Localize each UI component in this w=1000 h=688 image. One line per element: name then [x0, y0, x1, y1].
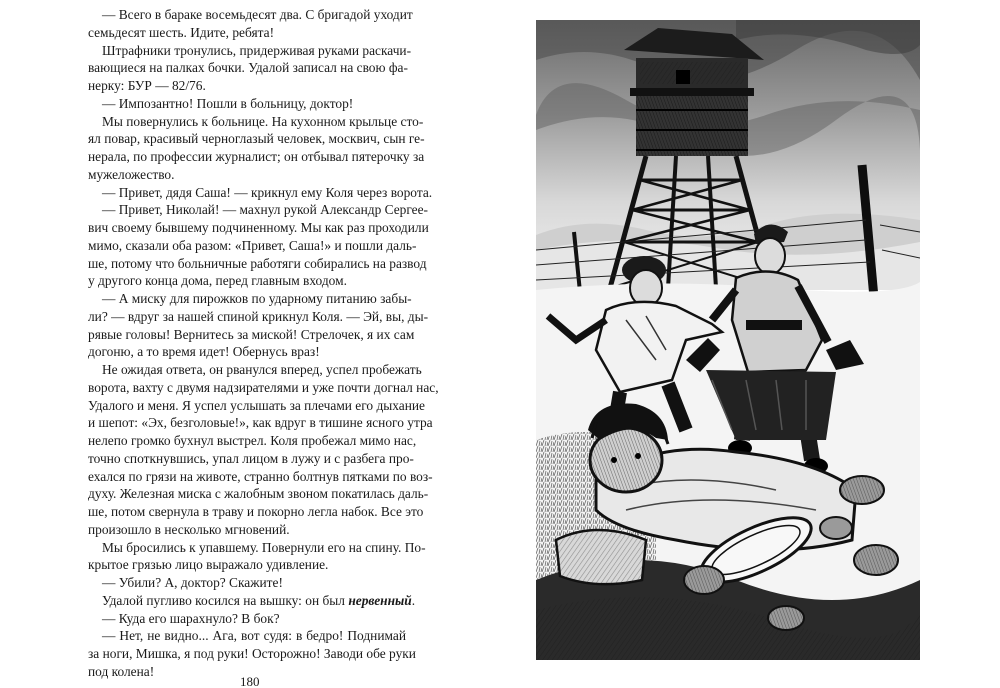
- text-line: нерала, по профессии журналист; он отбывал пятерочку за: [88, 149, 425, 164]
- text-line: произошло в несколько мгновений.: [88, 521, 290, 537]
- text-line: — Привет, дядя Саша! — крикнул ему Коля через ворота.: [102, 184, 433, 200]
- paragraph: [88, 610, 406, 628]
- text-line: догоню, а то время идет! Обернусь враз!: [88, 344, 320, 360]
- text-line: ше, потом свернула в траву и покорно легла набок. Все это: [88, 504, 424, 519]
- text-run: .: [411, 592, 416, 608]
- text-line: ехался по грязи на животе, странно болтнув пятками по воз-: [88, 468, 433, 484]
- text-line: вающиеся на палках бочки. Удалой записал на свою фа-: [88, 60, 408, 76]
- text-run: Удалой пугливо косился на вышку: он был: [102, 592, 349, 608]
- text-line: и шепот: «Эх, безголовые!», как вдруг в тишине ясного утра: [88, 415, 433, 431]
- text-line: за ноги, Мишка, я под руки! Осторожно! Заводи обе руки: [88, 646, 416, 661]
- text-line: — Убили? А, доктор? Скажите!: [102, 575, 283, 590]
- text-line: Мы повернулись к больнице. На кухонном крыльце сто-: [102, 113, 424, 129]
- emphasized-word: нервенный: [348, 592, 412, 608]
- paragraph: [88, 184, 433, 202]
- text-line: крытое грязью лицо выражало удивление.: [88, 557, 329, 573]
- paragraph: [88, 42, 412, 95]
- text-line: нерку: БУР — 82/76.: [88, 78, 206, 93]
- paragraph: [88, 627, 416, 680]
- text-line: точно споткнувшись, упал лицом в лужу и с разбега про-: [88, 450, 414, 466]
- paragraph: [88, 290, 429, 361]
- paragraph: [88, 539, 426, 575]
- text-line: — Куда его шарахнуло? В бок?: [102, 610, 280, 626]
- text-line: Удалого и меня. Я успел услышать за плечами его дыхание: [88, 397, 425, 413]
- text-line: Штрафники тронулись, придерживая руками раскачи-: [102, 42, 412, 58]
- text-line: ворота, вахту с двумя надзирателями и уже почти догнал нас,: [88, 379, 439, 395]
- paragraph: [88, 113, 425, 184]
- text-line: под колена!: [88, 663, 155, 679]
- page-number: 180: [240, 674, 260, 688]
- text-line: — Всего в бараке восемьдесят два. С бригадой уходит: [102, 7, 413, 22]
- text-line: вич своему бывшему подчиненному. Мы как раз проходили: [88, 220, 429, 235]
- paragraph: [88, 592, 416, 610]
- text-line: — Импозантно! Пошли в больницу, доктор!: [102, 95, 354, 111]
- text-column: [88, 6, 439, 681]
- paragraph: [88, 6, 413, 42]
- text-line: ли? — вдруг за нашей спиной крикнул Коля. — Эй, вы, ды-: [88, 308, 429, 324]
- text-line: духу. Железная миска с жалобным звоном покатилась даль-: [88, 486, 429, 502]
- text-line: ял повар, красивый черноглазый человек, москвич, сын ге-: [88, 131, 425, 147]
- text-line: — Привет, Николай! — махнул рукой Александр Сергее-: [102, 202, 429, 218]
- text-line: нелепо громко бухнул выстрел. Коля пробежал мимо нас,: [88, 433, 417, 448]
- illustration-drawing: [536, 20, 920, 660]
- text-line: у другого конца дома, перед главным входом.: [88, 273, 347, 289]
- text-line: рявые головы! Вернитесь за миской! Стрелочек, я их сам: [88, 326, 415, 342]
- text-line: ше, потому что больничные работяги собирались на развод: [88, 255, 427, 271]
- text-line: мужеложество.: [88, 166, 175, 182]
- paragraph: [88, 361, 439, 539]
- illustration: [536, 20, 920, 660]
- paragraph: [88, 201, 429, 290]
- text-line: [88, 592, 416, 610]
- text-line: семьдесят шесть. Идите, ребята!: [88, 24, 275, 40]
- text-line: Мы бросились к упавшему. Повернули его на спину. По-: [102, 539, 426, 555]
- paragraph: [88, 574, 406, 592]
- text-line: — А миску для пирожков по ударному питанию забы-: [102, 291, 412, 306]
- right-page: [500, 0, 1000, 688]
- paragraph: [88, 95, 406, 113]
- text-line: — Нет, не видно... Ага, вот судя: в бедро! Поднимай: [102, 628, 406, 644]
- text-line: мимо, сказали оба разом: «Привет, Саша!» и пошли даль-: [88, 237, 417, 253]
- text-line: Не ожидая ответа, он рванулся вперед, успел пробежать: [102, 362, 422, 377]
